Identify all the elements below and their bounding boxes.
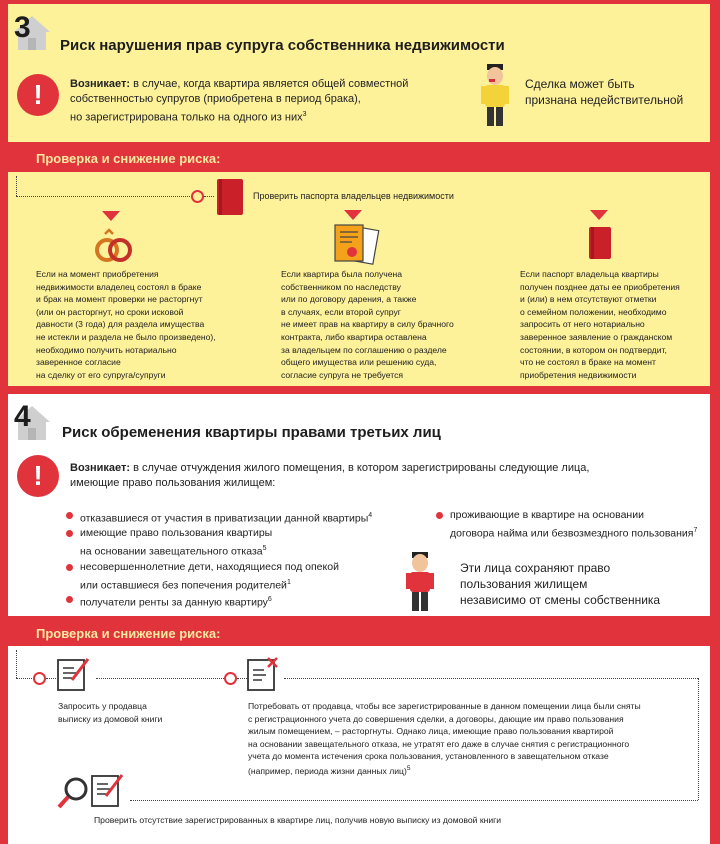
edit-document-icon xyxy=(56,656,90,692)
dotted-line xyxy=(16,678,34,679)
list-item: проживающие в квартире на основании договора найма или безвозмездного пользования$^7$ xyxy=(436,508,716,542)
dotted-line xyxy=(130,800,698,801)
bullet-icon xyxy=(66,512,73,519)
section3-check-title: Проверка и снижение риска: xyxy=(36,151,221,166)
warning-icon: ! xyxy=(17,74,59,116)
timeline-node xyxy=(33,672,46,685)
timeline-node xyxy=(191,190,204,203)
cancel-document-icon xyxy=(246,656,280,692)
dotted-line xyxy=(284,678,698,679)
arrow-down-icon xyxy=(590,210,608,220)
section3-arises: Возникает: в случае, когда квартира является общей совместной собственностью супругов (приобретена в период брака), но зарегистрирована только на одного из них$^3$ xyxy=(70,78,409,124)
wedding-rings-icon xyxy=(92,228,134,264)
dotted-line xyxy=(16,650,17,678)
timeline-node xyxy=(224,672,237,685)
bullet-list xyxy=(66,508,416,608)
bullet-icon xyxy=(66,564,73,571)
bullet-icon xyxy=(66,596,73,603)
dotted-line xyxy=(96,678,224,679)
dotted-line xyxy=(16,176,17,196)
step3-text: Проверить отсутствие зарегистрированных в квартире лиц, получив новую выписку из домовой книги xyxy=(94,815,502,825)
arrow-down-icon xyxy=(102,211,120,221)
list-item: имеющие право пользования квартиры на основании завещательного отказа$^5$ xyxy=(66,526,416,558)
section4-number: 4 xyxy=(14,400,31,433)
search-icon xyxy=(56,776,90,810)
step2-text: Потребовать от продавца, чтобы все зарегистрированные в данном помещении лица были сняты с регистрационного учета до совершения сделки, а договоры, дающие им право пользования жилым помещением, – расторгнуты. Однако лица, имеющие право пользования квартирой на основании завещательного отказа, не утратят его даже в случае снятия с регистрационного учета до момента истечения срока пользования, установленного в завещательном отказе (например, периода жизни данных лиц)$^5$ xyxy=(248,701,641,776)
bullet-icon xyxy=(436,512,443,519)
section4-title: Риск обременения квартиры правами третьих лиц xyxy=(62,424,441,441)
dotted-line xyxy=(204,196,214,197)
passport-icon xyxy=(588,226,612,260)
section3-number: 3 xyxy=(14,11,31,44)
column-passport: Если паспорт владельца квартиры получен позднее даты ее приобретения и (или) в нем отсутствуют отметки о семейном положении, необходимо запросить от него нотариально заверенное заявление о гражданском состоянии, в котором он подтвердит, что не состоял в браке на момент приобретения недвижимости xyxy=(520,269,680,380)
arises-label: Возникает: xyxy=(70,78,131,90)
passport-icon xyxy=(216,178,244,216)
dotted-line xyxy=(16,196,192,197)
step1-text: Запросить у продавца выписку из домовой книги xyxy=(58,701,163,724)
list-item: отказавшиеся от участия в приватизации данной квартиры$^4$ xyxy=(66,508,416,524)
edit-document-icon xyxy=(90,772,124,808)
bullet-icon xyxy=(66,530,73,537)
column-marriage: Если на момент приобретения недвижимости владелец состоял в браке и брак на момент проверки не расторгнут (или он расторгнут, но сроки исковой давности (3 года) для раздела имущества не истекли и раздела не было произведено), необходимо получить нотариально заверенное согласие на сделку от его супруга/супруги xyxy=(36,269,216,380)
dotted-line xyxy=(698,678,699,800)
column-inheritance: Если квартира была получена собственником по наследству или по договору дарения, а также в случаях, если второй супруг не имеет прав на квартиру в силу брачного контракта, либо квартира оставлена за владельцем по соглашению о разделе общего имущества или решению суда, согласие супруга не требуется xyxy=(281,269,454,380)
dotted-line xyxy=(46,678,56,679)
arises-label: Возникает: xyxy=(70,462,131,474)
list-item: получатели ренты за данную квартиру$^6$ xyxy=(66,592,416,608)
section3-title: Риск нарушения прав супруга собственника недвижимости xyxy=(60,37,505,54)
section3-consequence: Сделка может быть признана недействительной xyxy=(525,77,684,107)
person-icon xyxy=(478,62,512,128)
check-passport-text: Проверить паспорта владельцев недвижимости xyxy=(253,191,454,201)
list-item: несовершеннолетние дети, находящиеся под опекой или оставшиеся без попечения родителей$^1$ xyxy=(66,560,416,592)
arrow-down-icon xyxy=(344,210,362,220)
person-icon xyxy=(404,550,436,612)
certificate-icon xyxy=(332,222,380,266)
section4-check-title: Проверка и снижение риска: xyxy=(36,626,221,641)
retain-rights-note: Эти лица сохраняют право пользования жилищем независимо от смены собственника xyxy=(460,561,661,607)
warning-icon: ! xyxy=(17,455,59,497)
section4-arises: Возникает: в случае отчуждения жилого помещения, в котором зарегистрированы следующие лица, имеющие право пользования жилищем: xyxy=(70,462,590,489)
